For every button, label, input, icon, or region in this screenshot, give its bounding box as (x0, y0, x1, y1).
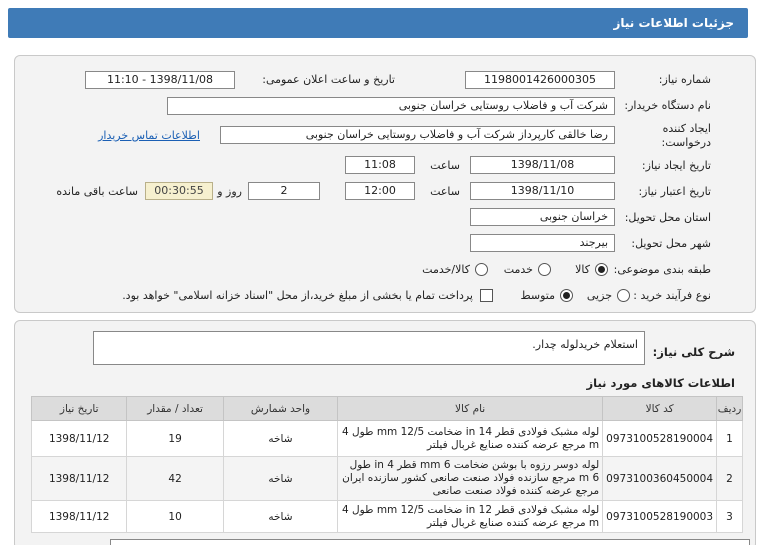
cell-date: 1398/11/12 (32, 421, 127, 457)
province-field: خراسان جنوبی (470, 208, 615, 226)
cell-unit: شاخه (223, 421, 337, 457)
need-details-panel (14, 55, 756, 313)
province-label: استان محل تحویل: (624, 211, 711, 224)
col-row: ردیف (717, 397, 743, 421)
validity-time-label: ساعت (430, 185, 460, 198)
process-option-medium: متوسط (520, 289, 555, 302)
buyer-contact-link[interactable]: اطلاعات تماس خریدار (98, 129, 200, 142)
city-label: شهر محل تحویل: (631, 237, 711, 250)
requester-label-line1: ایجاد کننده (662, 122, 711, 135)
category-label: طبقه بندی موضوعی: (613, 263, 711, 276)
cell-unit: شاخه (223, 457, 337, 501)
category-radio-goods-service[interactable] (475, 263, 488, 276)
validity-date-field: 1398/11/10 (470, 182, 615, 200)
announce-label: تاریخ و ساعت اعلان عمومی: (262, 73, 395, 86)
cell-date: 1398/11/12 (32, 501, 127, 533)
cell-qty: 10 (127, 501, 223, 533)
announce-field: 1398/11/08 - 11:10 (85, 71, 235, 89)
process-radio-medium[interactable] (560, 289, 573, 302)
create-date-field: 1398/11/08 (470, 156, 615, 174)
description-label: شرح کلی نیاز: (652, 345, 735, 359)
buyer-org-label: نام دستگاه خریدار: (624, 99, 711, 112)
page-title: جزئیات اطلاعات نیاز (613, 16, 734, 30)
create-date-label: تاریخ ایجاد نیاز: (641, 159, 711, 172)
create-time-field: 11:08 (345, 156, 415, 174)
remaining-label: ساعت باقی مانده (56, 185, 138, 198)
cell-row: 3 (717, 501, 743, 533)
requester-label-line2: درخواست: (661, 136, 711, 149)
table-row (32, 501, 743, 533)
category-radio-goods[interactable] (595, 263, 608, 276)
days-field: 2 (248, 182, 320, 200)
cell-code: 0973100528190004 (603, 421, 717, 457)
buyer-org-field: شرکت آب و فاضلاب روستایی خراسان جنوبی (167, 97, 615, 115)
table-row (32, 421, 743, 457)
treasury-payment-checkbox[interactable] (480, 289, 493, 302)
cell-name: لوله دوسر رزوه با بوشن ضخامت 6 mm قطر 4 in طول 6 m مرجع سازنده فولاد صنعت صانعی کشور سازنده ایران مرجع عرضه کننده فولاد صنعت صانعی (338, 457, 603, 501)
col-date: تاریخ نیاز (32, 397, 127, 421)
cell-code: 0973100360450004 (603, 457, 717, 501)
col-unit: واحد شمارش (223, 397, 337, 421)
need-number-field: 1198001426000305 (465, 71, 615, 89)
category-option-goods: کالا (575, 263, 590, 276)
treasury-payment-note: پرداخت تمام یا بخشی از مبلغ خرید،از محل "اسناد خزانه اسلامی" خواهد بود. (122, 289, 473, 302)
cell-code: 0973100528190003 (603, 501, 717, 533)
process-radio-minor[interactable] (617, 289, 630, 302)
cell-qty: 42 (127, 457, 223, 501)
city-field: بیرجند (470, 234, 615, 252)
cell-name: لوله مشبک فولادی قطر 14 in ضخامت 12/5 mm طول 4 m مرجع عرضه کننده صنایع غربال فیلتر (338, 421, 603, 457)
page-header (8, 8, 748, 38)
requester-field: رضا خالقی کارپرداز شرکت آب و فاضلاب روستایی خراسان جنوبی (220, 126, 615, 144)
process-option-minor: جزیی (586, 289, 612, 302)
create-time-label: ساعت (430, 159, 460, 172)
need-number-label: شماره نیاز: (658, 73, 711, 86)
buyer-notes-box (110, 539, 750, 545)
category-option-service: خدمت (503, 263, 533, 276)
remaining-time-field: 00:30:55 (145, 182, 213, 200)
days-label: روز و (217, 185, 242, 198)
process-label: نوع فرآیند خرید : (633, 289, 711, 302)
description-box (93, 331, 645, 365)
cell-date: 1398/11/12 (32, 457, 127, 501)
goods-table (31, 396, 743, 533)
goods-table-header (32, 397, 743, 421)
validity-time-field: 12:00 (345, 182, 415, 200)
cell-row: 2 (717, 457, 743, 501)
description-text: استعلام خریدلوله چدار. (532, 338, 638, 351)
cell-row: 1 (717, 421, 743, 457)
goods-panel (14, 320, 756, 545)
col-qty: تعداد / مقدار (127, 397, 223, 421)
cell-qty: 19 (127, 421, 223, 457)
table-row (32, 457, 743, 501)
col-code: کد کالا (603, 397, 717, 421)
cell-unit: شاخه (223, 501, 337, 533)
category-option-goods-service: کالا/خدمت (422, 263, 470, 276)
validity-date-label: تاریخ اعتبار نیاز: (638, 185, 711, 198)
col-name: نام کالا (338, 397, 603, 421)
goods-section-title: اطلاعات کالاهای مورد نیاز (586, 376, 735, 390)
cell-name: لوله مشبک فولادی قطر 12 in ضخامت 12/5 mm طول 4 m مرجع عرضه کننده صنایع غربال فیلتر (338, 501, 603, 533)
category-radio-service[interactable] (538, 263, 551, 276)
